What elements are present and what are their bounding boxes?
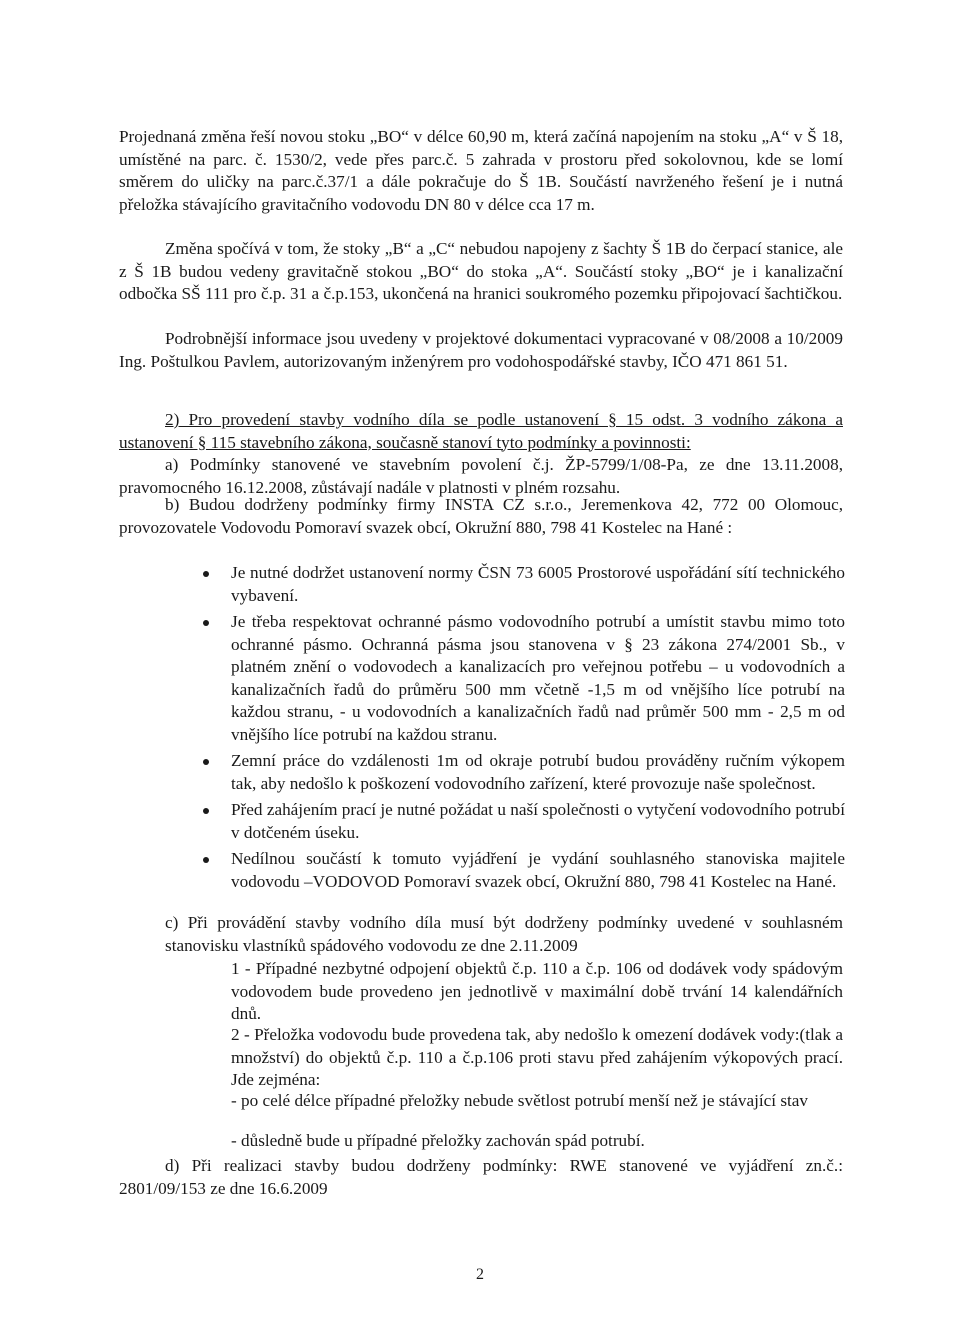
- condition-c-2-dash-2: - důsledně bude u případné přeložky zachován spád potrubí.: [231, 1131, 645, 1150]
- section-2-heading: 2) Pro provedení stavby vodního díla se podle ustanovení § 15 odst. 3 vodního zákona a ustanovení § 115 stavebního zákona, současně stanoví tyto podmínky a povinnosti:: [119, 410, 843, 452]
- list-item: Nedílnou součástí k tomuto vyjádření je vydání souhlasného stanoviska majitele vodovodu –VODOVOD Pomoraví svazek obcí, Okružní 880, 798 41 Kostelec na Hané.: [197, 848, 845, 893]
- paragraph-stoka-bo: Projednaná změna řeší novou stoku „BO“ v délce 60,90 m, která začíná napojením na stoku „A“ v Š 18, umístěné na parc. č. 1530/2, vede přes parc.č. 5 zahrada v prostoru před sokolovnou, kde se lomí směrem do uličky na parc.č.37/1 a dále pokračuje do Š 1B. Součástí navrženého řešení je i nutná přeložka stávajícího gravitačního vodovodu DN 80 v délce cca 17 m.: [119, 127, 843, 214]
- condition-c-2: 2 - Přeložka vodovodu bude provedena tak, aby nedošlo k omezení dodávek vody:(tlak a množství) do objektů č.p. 110 a č.p.106 proti stavu před zahájením výkopových prací. Jde zejména:: [231, 1025, 843, 1089]
- bullet-icon: [203, 857, 209, 863]
- condition-c-2-dash-1: - po celé délce případné přeložky nebude světlost potrubí menší než je stávající stav: [231, 1091, 809, 1110]
- insta-conditions-list: [197, 562, 845, 897]
- list-item: Je třeba respektovat ochranné pásmo vodovodního potrubí a umístit stavbu mimo toto ochranné pásmo. Ochranná pásma jsou stanovena v § 23 zákona 274/2001 Sb., v platném znění o vodovodech a kanalizacích pro veřejnou potřebu – u vodovodních a kanalizačních řadů do průměru 500 mm včetně -1,5 m od vnějšího líce potrubí na každou stranu, - u vodovodních a kanalizačních řadů nad průměr 500 mm - 2,5 m od vnějšího líce potrubí na každou stranu.: [197, 611, 845, 746]
- paragraph-podrobnejsi: Podrobnější informace jsou uvedeny v projektové dokumentaci vypracované v 08/2008 a 10/2009 Ing. Poštulkou Pavlem, autorizovaným inženýrem pro vodohospodářské stavby, IČO 471 861 51.: [119, 329, 843, 371]
- list-item: Před zahájením prací je nutné požádat u naší společnosti o vytyčení vodovodního potrubí v dotčeném úseku.: [197, 799, 845, 844]
- condition-a: a) Podmínky stanovené ve stavebním povolení č.j. ŽP-5799/1/08-Pa, ze dne 13.11.2008, pravomocného 16.12.2008, zůstávají nadále v platnosti v plném rozsahu.: [119, 455, 843, 497]
- paragraph-zmena: Změna spočívá v tom, že stoky „B“ a „C“ nebudou napojeny z šachty Š 1B do čerpací stanice, ale z Š 1B budou vedeny gravitačně stokou „BO“ do stoka „A“. Součástí stoky „BO“ je i kanalizační odbočka SŠ 111 pro č.p. 31 a č.p.153, ukončená na hranici soukromého pozemku připojovací šachtičkou.: [119, 239, 843, 303]
- condition-d: d) Při realizaci stavby budou dodrženy podmínky: RWE stanovené ve vyjádření zn.č.: 2801/09/153 ze dne 16.6.2009: [119, 1156, 843, 1198]
- bullet-icon: [203, 571, 209, 577]
- bullet-icon: [203, 620, 209, 626]
- condition-b: b) Budou dodrženy podmínky firmy INSTA CZ s.r.o., Jeremenkova 42, 772 00 Olomouc, provozovatele Vodovodu Pomoraví svazek obcí, Okružní 880, 798 41 Kostelec na Hané :: [119, 495, 843, 537]
- list-item: Je nutné dodržet ustanovení normy ČSN 73 6005 Prostorové uspořádání sítí technického vybavení.: [197, 562, 845, 607]
- bullet-icon: [203, 759, 209, 765]
- condition-c-1: 1 - Případné nezbytné odpojení objektů č.p. 110 a č.p. 106 od dodávek vody spádovým vodovodem bude provedeno jen jednotlivě v maximální době trvání 14 kalendářních dnů.: [231, 959, 843, 1023]
- list-item: Zemní práce do vzdálenosti 1m od okraje potrubí budou prováděny ručním výkopem tak, aby nedošlo k poškození vodovodního zařízení, které provozuje naše společnost.: [197, 750, 845, 795]
- page-number: 2: [476, 1266, 484, 1283]
- bullet-icon: [203, 808, 209, 814]
- condition-c: c) Při provádění stavby vodního díla musí být dodrženy podmínky uvedené v souhlasném stanovisku vlastníků spádového vodovodu ze dne 2.11.2009: [165, 913, 843, 955]
